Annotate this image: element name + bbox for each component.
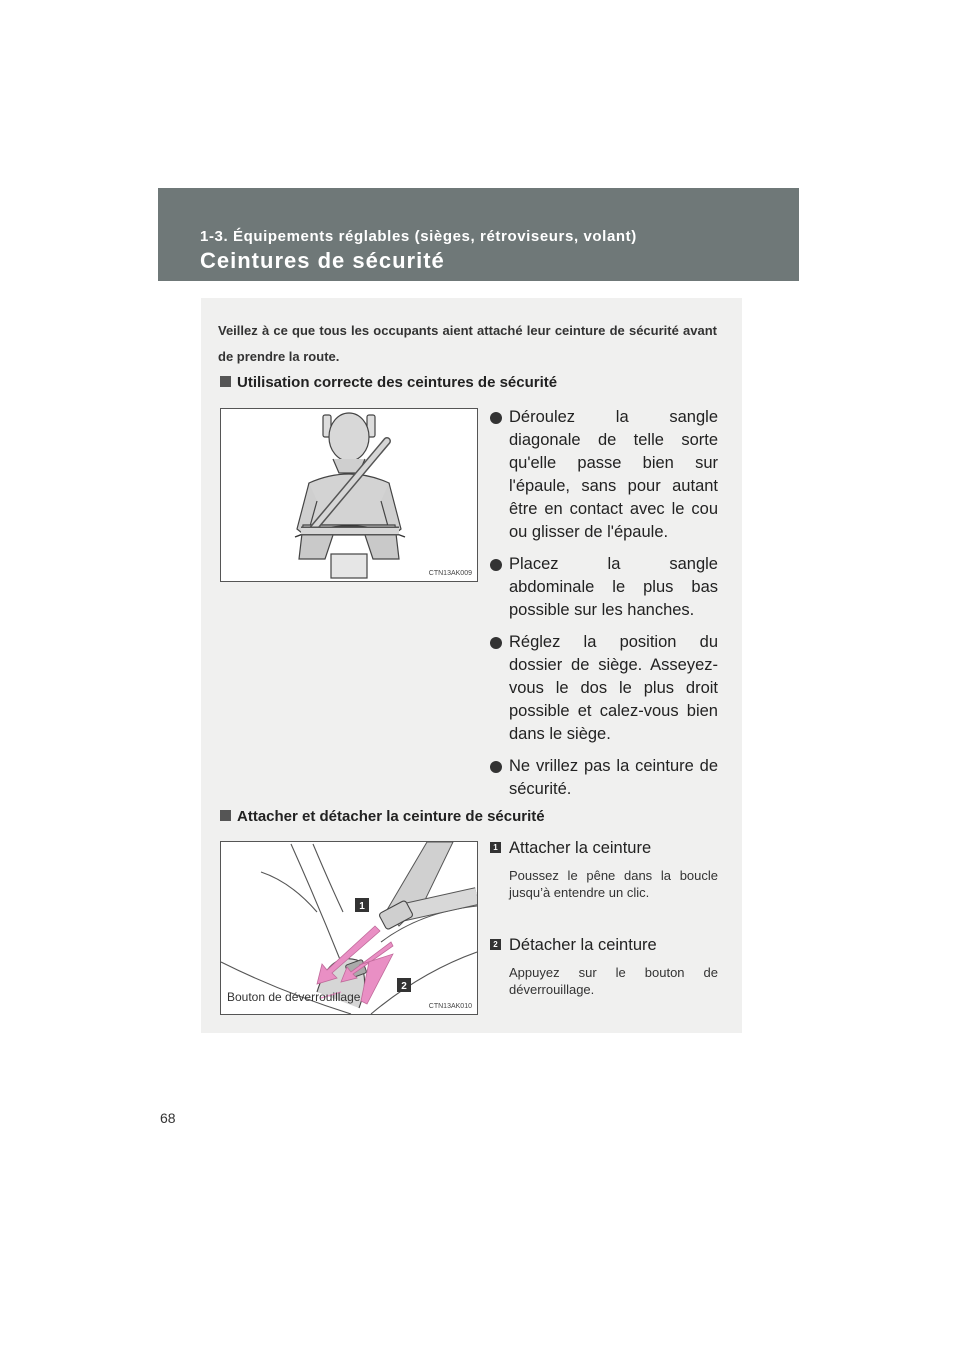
bullet-dot-icon bbox=[490, 637, 502, 649]
bullet-dot-icon bbox=[490, 559, 502, 571]
list-item: Réglez la position du dossier de siège. Asseyez-vous le dos le plus droit possible et calez-vous bien dans le siège. bbox=[490, 631, 718, 746]
seated-person-illustration bbox=[221, 409, 477, 581]
list-item: Ne vrillez pas la ceinture de sécurité. bbox=[490, 755, 718, 801]
section-header bbox=[158, 188, 799, 281]
step-attach bbox=[490, 837, 718, 901]
step-number-badge: 2 bbox=[490, 939, 501, 950]
callout-1: 1 bbox=[359, 901, 365, 912]
step-description: Appuyez sur le bouton de déverrouillage. bbox=[509, 965, 718, 997]
step-detach bbox=[490, 934, 718, 998]
page-number: 68 bbox=[160, 1110, 176, 1126]
release-button-label: Bouton de déverrouillage bbox=[227, 990, 361, 1004]
figure-code: CTN13AK010 bbox=[428, 1003, 472, 1010]
bullet-dot-icon bbox=[490, 412, 502, 424]
figure-code: CTN13AK009 bbox=[428, 570, 472, 577]
section1-heading-text: Utilisation correcte des ceintures de sécurité bbox=[237, 374, 558, 391]
section2-heading bbox=[220, 808, 545, 825]
posture-bullet-list bbox=[490, 406, 718, 810]
buckle-illustration bbox=[221, 842, 477, 1014]
step-title: Détacher la ceinture bbox=[509, 936, 657, 954]
page-title: Ceintures de sécurité bbox=[200, 248, 445, 273]
buckle-figure bbox=[220, 841, 478, 1015]
section1-heading bbox=[220, 374, 557, 391]
callout-2: 2 bbox=[401, 981, 407, 992]
step-number-badge: 1 bbox=[490, 842, 501, 853]
bullet-dot-icon bbox=[490, 761, 502, 773]
section2-heading-text: Attacher et détacher la ceinture de sécurité bbox=[237, 808, 545, 825]
step-description: Poussez le pêne dans la boucle jusqu’à entendre un clic. bbox=[509, 868, 718, 900]
square-bullet-icon bbox=[220, 810, 231, 821]
section-breadcrumb: 1-3. Équipements réglables (sièges, rétroviseurs, volant) bbox=[200, 228, 637, 245]
intro-text: Veillez à ce que tous les occupants aient attaché leur ceinture de sécurité avant de prendre la route. bbox=[218, 323, 717, 364]
step-title: Attacher la ceinture bbox=[509, 839, 652, 857]
list-item: Déroulez la sangle diagonale de telle sorte qu'elle passe bien sur l'épaule, sans pour autant être en contact avec le cou ou glisser de l'épaule. bbox=[490, 406, 718, 544]
list-item: Placez la sangle abdominale le plus bas possible sur les hanches. bbox=[490, 553, 718, 622]
square-bullet-icon bbox=[220, 376, 231, 387]
seatbelt-posture-figure bbox=[220, 408, 478, 582]
